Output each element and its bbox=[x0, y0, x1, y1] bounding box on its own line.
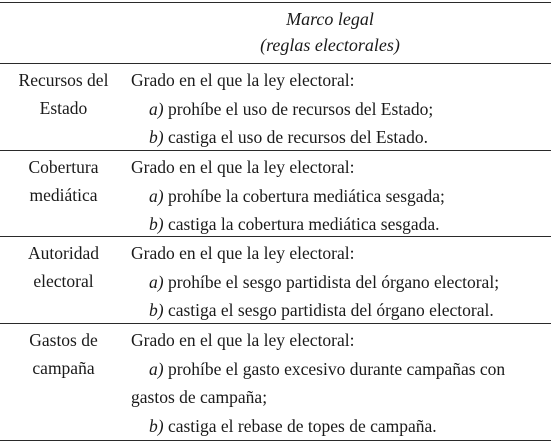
row-description bbox=[131, 66, 546, 152]
row-rule bbox=[0, 150, 551, 151]
row-intro: Grado en el que la ley electoral: bbox=[131, 330, 355, 350]
row-rule bbox=[0, 323, 551, 324]
row-label-line: electoral bbox=[33, 271, 94, 291]
row-description bbox=[131, 153, 546, 239]
table-bottom-rule bbox=[0, 440, 551, 441]
item-a bbox=[131, 95, 546, 124]
item-text: prohíbe el uso de recursos del Estado; bbox=[167, 98, 434, 119]
item-text: castiga el uso de recursos del Estado. bbox=[167, 127, 428, 147]
row-description bbox=[131, 239, 546, 325]
row-intro: Grado en el que la ley electoral: bbox=[131, 243, 355, 263]
item-text: prohíbe el gasto excesivo durante campañas con gastos de campaña; bbox=[131, 358, 506, 407]
item-marker: b) bbox=[149, 415, 164, 436]
row-intro: Grado en el que la ley electoral: bbox=[131, 70, 355, 90]
item-text: castiga la cobertura mediática sesgada. bbox=[167, 214, 440, 234]
row-label-line: Autoridad bbox=[28, 243, 99, 263]
item-b bbox=[131, 296, 546, 325]
item-marker: b) bbox=[149, 127, 164, 147]
item-a bbox=[131, 268, 546, 297]
row-label-line: Cobertura bbox=[28, 157, 99, 177]
item-text: castiga el rebase de topes de campaña. bbox=[167, 415, 437, 436]
item-marker: a) bbox=[149, 271, 164, 292]
item-b bbox=[131, 210, 546, 239]
item-marker: b) bbox=[149, 214, 164, 234]
table-header bbox=[130, 6, 530, 58]
row-label bbox=[0, 239, 127, 295]
header-subtitle: (reglas electorales) bbox=[260, 35, 400, 55]
item-text: castiga el sesgo partidista del órgano electoral. bbox=[167, 300, 494, 320]
row-intro: Grado en el que la ley electoral: bbox=[131, 157, 355, 177]
item-marker: a) bbox=[149, 98, 164, 119]
table-top-rule bbox=[0, 2, 551, 3]
row-label-line: Gastos de bbox=[29, 330, 98, 350]
row-label-line: mediática bbox=[29, 185, 98, 205]
row-label-line: Recursos del bbox=[18, 70, 109, 90]
item-a bbox=[131, 355, 546, 412]
header-rule bbox=[0, 63, 551, 64]
item-b bbox=[131, 123, 546, 152]
item-marker: a) bbox=[149, 185, 164, 206]
row-description bbox=[131, 326, 546, 440]
row-rule bbox=[0, 236, 551, 237]
item-a bbox=[131, 182, 546, 211]
row-label-line: campaña bbox=[32, 358, 95, 378]
row-label bbox=[0, 66, 127, 122]
item-text: prohíbe el sesgo partidista del órgano electoral; bbox=[167, 271, 500, 292]
item-b bbox=[131, 412, 546, 441]
row-label-line: Estado bbox=[39, 98, 88, 118]
item-text: prohíbe la cobertura mediática sesgada; bbox=[167, 185, 445, 206]
item-marker: a) bbox=[149, 358, 164, 379]
item-marker: b) bbox=[149, 300, 164, 320]
row-label bbox=[0, 153, 127, 209]
row-label bbox=[0, 326, 127, 382]
header-title: Marco legal bbox=[286, 9, 374, 29]
